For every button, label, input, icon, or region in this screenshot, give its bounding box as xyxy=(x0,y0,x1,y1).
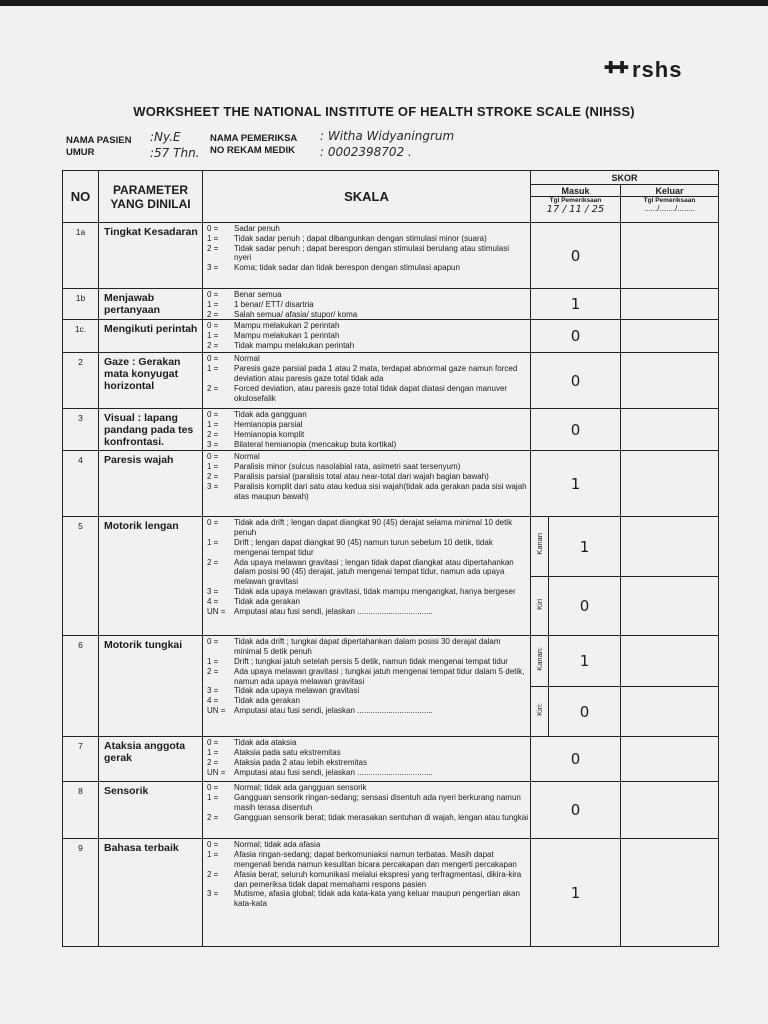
skala-item xyxy=(207,354,528,364)
umur-label: UMUR xyxy=(66,147,95,158)
row-parameter: Paresis wajah xyxy=(99,451,203,517)
score-masuk-kiri: 0 xyxy=(549,576,621,636)
score-keluar-kiri xyxy=(621,686,719,737)
skala-item xyxy=(207,558,528,587)
kanan-label: Kanan xyxy=(535,533,544,555)
no-rekam-value: : 0002398702 . xyxy=(320,145,412,159)
table-row xyxy=(63,839,719,947)
score-keluar-kiri xyxy=(621,576,719,636)
skala-code: UN = xyxy=(207,705,226,715)
skala-item xyxy=(207,768,528,778)
umur-value: :57 Thn. xyxy=(150,146,200,160)
skala-item xyxy=(207,224,528,234)
skala-text: Tidak ada upaya melawan gravitasi, tidak mampu mengangkat, hanya bergeser xyxy=(234,586,516,596)
skala-text: Salah semua/ afasia/ stupor/ koma xyxy=(234,309,358,319)
skala-text: Koma; tidak sadar dan tidak berespon dengan stimulasi apapun xyxy=(234,263,460,273)
skala-code: 0 = xyxy=(207,637,219,647)
tgl-masuk-date: 17 / 11 / 25 xyxy=(546,204,605,215)
skala-code: 1 = xyxy=(207,299,219,309)
skala-text: Amputasi atau fusi sendi, jelaskan .................................. xyxy=(234,705,433,715)
skala-text: Ada upaya melawan gravitasi ; lengan tidak dapat diangkat atau dipertahankan dalam posisi 90 (45) derajat, jatuh mengenai tempat tidur, namun ada upaya melawan gravitasi xyxy=(234,557,514,587)
skala-item xyxy=(207,706,528,716)
side-label-kiri xyxy=(531,576,549,636)
table-row xyxy=(63,320,719,353)
score-keluar xyxy=(621,289,719,320)
table-row xyxy=(63,451,719,517)
score-keluar xyxy=(621,839,719,947)
header-tgl-masuk xyxy=(531,197,621,223)
skala-code: 3 = xyxy=(207,439,219,449)
table-row xyxy=(63,289,719,320)
skala-item xyxy=(207,657,528,667)
score-masuk: 1 xyxy=(531,451,621,517)
row-parameter: Sensorik xyxy=(99,782,203,839)
table-row xyxy=(63,737,719,782)
score-masuk: 0 xyxy=(531,353,621,409)
skala-code: 2 = xyxy=(207,340,219,350)
table-row xyxy=(63,353,719,409)
skala-text: Afasia ringan-sedang; dapat berkomuniaksi namun terbatas. Masih dapat mengenali benda namun kesulitan bicara percakapan dan mengerti percakapan xyxy=(234,850,517,869)
tgl-masuk-label: Tgl Pemeriksaan xyxy=(549,197,602,204)
score-keluar xyxy=(621,320,719,353)
skala-code: 0 = xyxy=(207,783,219,793)
skala-item xyxy=(207,518,528,538)
skala-text: Normal xyxy=(234,452,260,462)
skala-item xyxy=(207,587,528,597)
skala-code: 1 = xyxy=(207,233,219,243)
row-number: 3 xyxy=(63,409,99,451)
skala-text: Gangguan sensorik ringan-sedang; sensasi disentuh ada nyeri berkurang namun masih terasa disentuh xyxy=(234,793,521,812)
skala-text: Tidak sadar penuh ; dapat berespon dengan stimulasi berulang atau stimulasi nyeri xyxy=(234,243,509,263)
skala-code: 0 = xyxy=(207,224,219,233)
score-keluar-kanan xyxy=(621,517,719,577)
skala-item xyxy=(207,440,528,450)
skala-item xyxy=(207,331,528,341)
skala-text: Paresis gaze parsial pada 1 atau 2 mata, terdapat abnormal gaze namun forced deviation atau paresis gaze total tidak ada xyxy=(234,364,518,383)
skala-code: 3 = xyxy=(207,586,219,596)
skala-text: Drift ; lengan dapat diangkat 90 (45) namun turun sebelum 10 detik, tidak mengenai tempat tidur xyxy=(234,537,493,557)
skala-item xyxy=(207,793,528,813)
skala-item xyxy=(207,482,528,502)
row-skala xyxy=(203,409,531,451)
skala-code: 1 = xyxy=(207,420,219,430)
skala-item xyxy=(207,420,528,430)
skala-code: 0 = xyxy=(207,290,219,299)
skala-code: 3 = xyxy=(207,263,219,273)
skala-code: 3 = xyxy=(207,889,219,899)
skala-text: Paralisis parsial (paralisis total atau near-total dari wajah bagian bawah) xyxy=(234,471,489,481)
skala-text: Sadar penuh xyxy=(234,224,280,233)
score-masuk-kanan: 1 xyxy=(549,636,621,687)
skala-item xyxy=(207,850,528,870)
score-keluar xyxy=(621,223,719,289)
skala-text: Tidak ada drift ; tungkai dapat dipertahankan dalam posisi 30 derajat dalam minimal 5 detik penuh xyxy=(234,637,501,657)
skala-item xyxy=(207,889,528,909)
table-body xyxy=(63,223,719,947)
page-title: WORKSHEET THE NATIONAL INSTITUTE OF HEALTH STROKE SCALE (NIHSS) xyxy=(133,104,635,119)
logo-text: rshs xyxy=(632,57,683,82)
score-masuk-kiri: 0 xyxy=(549,686,621,737)
tgl-keluar-label: Tgl Pemeriksaan xyxy=(643,197,696,204)
skala-code: 4 = xyxy=(207,596,219,606)
skala-item xyxy=(207,607,528,617)
row-skala xyxy=(203,737,531,782)
nihss-table xyxy=(62,170,719,947)
table-row xyxy=(63,409,719,451)
skala-item xyxy=(207,686,528,696)
row-skala xyxy=(203,517,531,636)
skala-item xyxy=(207,597,528,607)
skala-item xyxy=(207,244,528,264)
skala-code: 1 = xyxy=(207,850,219,860)
skala-item xyxy=(207,538,528,558)
side-label-kanan xyxy=(531,517,549,577)
skala-text: Tidak ada drift ; lengan dapat diangkat 90 (45) derajat selama minimal 10 detik penuh xyxy=(234,518,513,538)
skala-code: 2 = xyxy=(207,666,219,676)
rshs-logo xyxy=(604,58,714,88)
table-row xyxy=(63,636,719,687)
row-skala xyxy=(203,223,531,289)
skala-item xyxy=(207,234,528,244)
row-skala xyxy=(203,289,531,320)
skala-item xyxy=(207,310,528,320)
skala-text: Amputasi atau fusi sendi, jelaskan .................................. xyxy=(234,606,433,616)
skala-text: Benar semua xyxy=(234,290,282,299)
skala-item xyxy=(207,290,528,300)
skala-text: Tidak ada upaya melawan gravitasi xyxy=(234,686,360,696)
skala-item xyxy=(207,341,528,351)
skala-code: 2 = xyxy=(207,471,219,481)
skala-code: 2 = xyxy=(207,869,219,879)
side-label-kiri xyxy=(531,686,549,737)
row-number: 2 xyxy=(63,353,99,409)
skala-text: Normal; tidak ada afasia xyxy=(234,840,321,850)
skala-item xyxy=(207,667,528,687)
skala-text: Tidak sadar penuh ; dapat dibangunkan dengan stimulasi minor (suara) xyxy=(234,233,487,243)
skala-code: 2 = xyxy=(207,557,219,567)
row-number: 4 xyxy=(63,451,99,517)
skala-item xyxy=(207,300,528,310)
row-skala xyxy=(203,782,531,839)
skala-code: 2 = xyxy=(207,243,219,253)
skala-code: 1 = xyxy=(207,748,219,758)
row-parameter: Ataksia anggota gerak xyxy=(99,737,203,782)
skala-item xyxy=(207,758,528,768)
score-keluar xyxy=(621,737,719,782)
skala-text: Normal xyxy=(234,354,260,364)
skala-text: Hemianopia parsial xyxy=(234,420,303,430)
skala-text: Gangguan sensorik berat; tidak merasakan sentuhan di wajah, lengan atau tungkai xyxy=(234,812,528,822)
header-skala: SKALA xyxy=(203,171,531,223)
score-keluar xyxy=(621,353,719,409)
skala-code: 1 = xyxy=(207,364,219,374)
skala-item xyxy=(207,430,528,440)
nama-pasien-label: NAMA PASIEN xyxy=(66,135,132,146)
score-masuk: 0 xyxy=(531,320,621,353)
table-row xyxy=(63,782,719,839)
skala-text: Mampu melakukan 1 perintah xyxy=(234,331,340,341)
skala-code: 3 = xyxy=(207,686,219,696)
skala-text: Ada upaya melawan gravitasi ; tungkai jatuh mengenai tempat tidur dalam 5 detik, namun ada upaya melawan gravitasi xyxy=(234,666,525,686)
skala-code: UN = xyxy=(207,767,226,777)
header-parameter: PARAMETER YANG DINILAI xyxy=(99,171,203,223)
score-masuk: 0 xyxy=(531,737,621,782)
skala-text: Bilateral hemianopia (mencakup buta kortikal) xyxy=(234,439,397,449)
score-masuk: 1 xyxy=(531,289,621,320)
skala-text: Ataksia pada 2 atau lebih ekstremitas xyxy=(234,757,367,767)
skala-text: Tidak ada gerakan xyxy=(234,596,300,606)
skala-item xyxy=(207,452,528,462)
kiri-label: Kiri xyxy=(535,599,544,611)
skala-code: 0 = xyxy=(207,321,219,331)
skala-item xyxy=(207,783,528,793)
header-no: NO xyxy=(63,171,99,223)
row-parameter: Tingkat Kesadaran xyxy=(99,223,203,289)
score-masuk-kanan: 1 xyxy=(549,517,621,577)
table-row xyxy=(63,517,719,577)
kanan-label: Kanan: xyxy=(535,646,544,671)
skala-item xyxy=(207,870,528,890)
row-number: 1a xyxy=(63,223,99,289)
kiri-label: Kiri: xyxy=(535,702,544,716)
skala-item xyxy=(207,840,528,850)
skala-text: Hemianopia komplit xyxy=(234,429,305,439)
skala-code: 3 = xyxy=(207,481,219,491)
skala-item xyxy=(207,364,528,384)
row-parameter: Visual : lapang pandang pada tes konfrontasi. xyxy=(99,409,203,451)
skala-text: Paralisis minor (sulcus nasolabial rata, asimetri saat tersenyum) xyxy=(234,462,461,472)
row-number: 6 xyxy=(63,636,99,737)
skala-code: 2 = xyxy=(207,429,219,439)
row-number: 8 xyxy=(63,782,99,839)
skala-code: 0 = xyxy=(207,410,219,420)
row-parameter: Mengikuti perintah xyxy=(99,320,203,353)
skala-text: Tidak ada ataksia xyxy=(234,738,297,748)
skala-text: Normal; tidak ada gangguan sensorik xyxy=(234,783,367,793)
row-skala xyxy=(203,636,531,737)
skala-text: Tidak ada gerakan xyxy=(234,696,300,706)
skala-code: 2 = xyxy=(207,812,219,822)
skala-text: Tidak ada gangguan xyxy=(234,410,307,420)
score-masuk: 1 xyxy=(531,839,621,947)
nama-pasien-value: :Ny.E xyxy=(150,130,181,144)
row-parameter: Motorik lengan xyxy=(99,517,203,636)
skala-item xyxy=(207,462,528,472)
nama-pemeriksa-value: : Witha Widyaningrum xyxy=(320,129,455,143)
skala-text: Mampu melakukan 2 perintah xyxy=(234,321,340,331)
row-skala xyxy=(203,353,531,409)
row-skala xyxy=(203,839,531,947)
skala-code: 4 = xyxy=(207,696,219,706)
skala-text: Tidak mampu melakukan perintah xyxy=(234,340,355,350)
row-number: 9 xyxy=(63,839,99,947)
skala-code: 1 = xyxy=(207,537,219,547)
skala-code: 0 = xyxy=(207,354,219,364)
score-keluar xyxy=(621,409,719,451)
row-skala xyxy=(203,451,531,517)
skala-code: 0 = xyxy=(207,738,219,748)
skala-code: 1 = xyxy=(207,331,219,341)
skala-text: Afasia berat; seluruh komunikasi melalui ekspresi yang terfragmentasi, dikira-kira dan pemeriksa tidak dapat memahami respons pasien xyxy=(234,869,522,889)
skala-text: Drift ; tungkai jatuh setelah persis 5 detik, namun tidak mengenai tempat tidur xyxy=(234,656,508,666)
score-masuk: 0 xyxy=(531,223,621,289)
skala-item xyxy=(207,263,528,273)
header-keluar: Keluar xyxy=(621,185,719,197)
skala-item xyxy=(207,813,528,823)
skala-item xyxy=(207,321,528,331)
skala-item xyxy=(207,472,528,482)
skala-code: UN = xyxy=(207,606,226,616)
skala-code: 2 = xyxy=(207,383,219,393)
skala-item xyxy=(207,748,528,758)
score-masuk: 0 xyxy=(531,409,621,451)
side-label-kanan xyxy=(531,636,549,687)
row-parameter: Gaze : Gerakan mata konyugat horizontal xyxy=(99,353,203,409)
skala-code: 0 = xyxy=(207,452,219,462)
skala-item xyxy=(207,410,528,420)
skala-text: Paralisis komplit dari satu atau kedua sisi wajah(tidak ada gerakan pada sisi wajah atas maupun bawah) xyxy=(234,481,527,501)
score-masuk: 0 xyxy=(531,782,621,839)
skala-item xyxy=(207,384,528,404)
skala-item xyxy=(207,738,528,748)
header-masuk: Masuk xyxy=(531,185,621,197)
score-keluar xyxy=(621,782,719,839)
no-rekam-label: NO REKAM MEDIK xyxy=(210,145,295,156)
header-skor: SKOR xyxy=(531,171,719,185)
skala-text: Forced deviation, atau paresis gaze total tidak dapat diatasi dengan manuver okulosefalik xyxy=(234,383,508,403)
row-number: 1c. xyxy=(63,320,99,353)
row-number: 1b xyxy=(63,289,99,320)
skala-text: Mutisme, afasia global; tidak ada kata-kata yang keluar maupun pengertian akan kata-kata xyxy=(234,889,520,909)
score-keluar xyxy=(621,451,719,517)
nama-pemeriksa-label: NAMA PEMERIKSA xyxy=(210,133,298,144)
score-keluar-kanan xyxy=(621,636,719,687)
skala-text: Ataksia pada satu ekstremitas xyxy=(234,748,341,758)
skala-code: 1 = xyxy=(207,462,219,472)
skala-item xyxy=(207,696,528,706)
row-parameter: Motorik tungkai xyxy=(99,636,203,737)
table-row xyxy=(63,223,719,289)
skala-code: 0 = xyxy=(207,840,219,850)
skala-text: Amputasi atau fusi sendi, jelaskan .................................. xyxy=(234,767,433,777)
header-tgl-keluar xyxy=(621,197,719,223)
tgl-keluar-date: ....../......./........ xyxy=(643,204,696,213)
skala-code: 0 = xyxy=(207,518,219,528)
skala-code: 2 = xyxy=(207,757,219,767)
row-skala xyxy=(203,320,531,353)
skala-code: 2 = xyxy=(207,309,219,319)
skala-text: 1 benar/ ETT/ disartria xyxy=(234,299,314,309)
row-number: 5 xyxy=(63,517,99,636)
logo-cross-icon: ✚✚ xyxy=(604,60,627,77)
row-parameter: Bahasa terbaik xyxy=(99,839,203,947)
skala-code: 1 = xyxy=(207,793,219,803)
skala-code: 1 = xyxy=(207,656,219,666)
skala-item xyxy=(207,637,528,657)
row-number: 7 xyxy=(63,737,99,782)
row-parameter: Menjawab pertanyaan xyxy=(99,289,203,320)
